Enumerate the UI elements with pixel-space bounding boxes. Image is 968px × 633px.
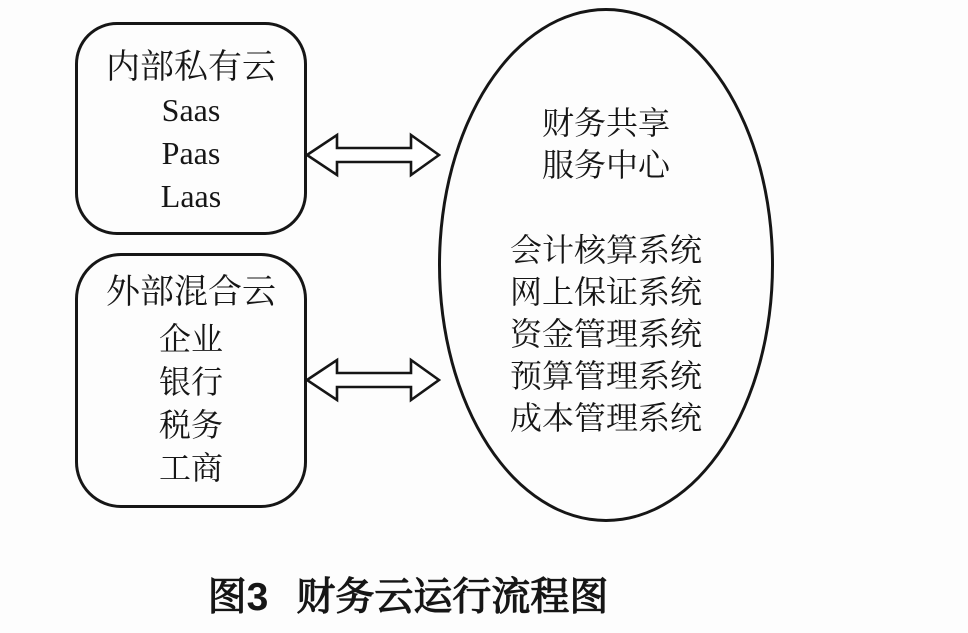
figure-caption-title: 财务云运行流程图 — [296, 576, 609, 619]
double-arrow-icon — [305, 132, 441, 178]
ellipse-spacer — [441, 186, 771, 229]
hybrid-cloud-item-enterprise: 企业 — [158, 321, 223, 357]
system-cost-management: 成本管理系统 — [509, 400, 702, 436]
system-funds-management: 资金管理系统 — [509, 316, 702, 352]
private-cloud-item-laas: Laas — [160, 178, 222, 214]
system-online-guarantee: 网上保证系统 — [509, 274, 702, 310]
figure-caption-label: 图3 — [207, 576, 269, 619]
double-arrow-icon — [305, 357, 441, 403]
ellipse-title-line1: 财务共享 — [541, 105, 670, 141]
private-cloud-title: 内部私有云 — [106, 49, 276, 86]
hybrid-cloud-item-commerce: 工商 — [158, 450, 223, 486]
ellipse-title-line2: 服务中心 — [541, 147, 670, 183]
hybrid-cloud-item-bank: 银行 — [158, 364, 223, 400]
hybrid-cloud-item-tax: 税务 — [158, 407, 223, 443]
private-cloud-item-saas: Saas — [161, 92, 221, 128]
private-cloud-box — [75, 22, 307, 235]
hybrid-cloud-title: 外部混合云 — [106, 274, 276, 311]
hybrid-cloud-box — [75, 253, 307, 508]
private-cloud-item-paas: Paas — [161, 135, 221, 171]
system-budget-management: 预算管理系统 — [509, 358, 702, 394]
system-accounting: 会计核算系统 — [509, 232, 702, 268]
figure-caption — [98, 575, 718, 621]
shared-service-center-ellipse — [438, 8, 774, 522]
